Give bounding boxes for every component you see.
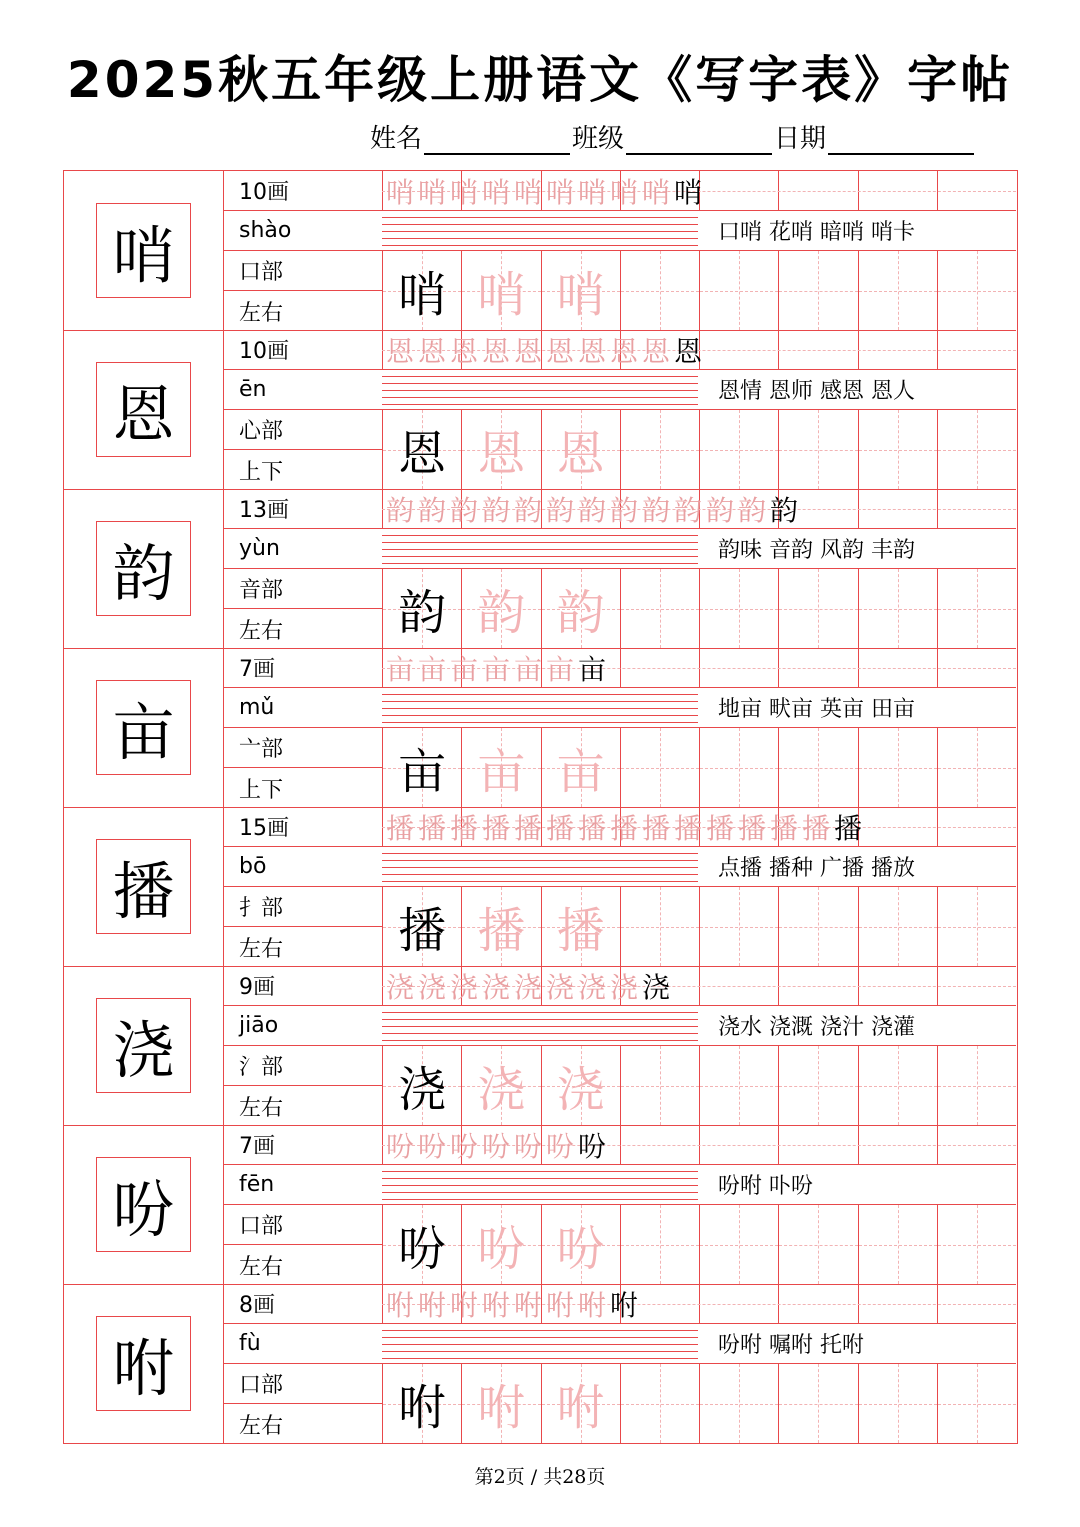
pinyin: bō: [223, 847, 382, 887]
structure: 上下: [239, 777, 284, 803]
radical: 音部: [223, 569, 382, 609]
practice-cell-blank[interactable]: [620, 887, 699, 966]
practice-cell-trace[interactable]: 哨: [461, 251, 540, 330]
practice-cell-blank[interactable]: [778, 887, 857, 966]
pinyin-writing-lines[interactable]: [382, 1165, 698, 1205]
practice-cell-blank[interactable]: [778, 728, 857, 807]
structure: 左右: [239, 300, 284, 326]
char-row: [64, 966, 1016, 1125]
practice-cell-blank[interactable]: [937, 410, 1016, 489]
model-character: 吩: [96, 1157, 191, 1252]
practice-cell-blank[interactable]: [620, 251, 699, 330]
stroke-count: 8画: [223, 1284, 382, 1324]
pinyin: ēn: [223, 370, 382, 410]
practice-cell-blank[interactable]: [778, 569, 857, 648]
word-examples: 韵味 音韵 风韵 丰韵: [698, 529, 1016, 569]
page-footer: 第2页 / 共28页: [474, 1466, 606, 1488]
structure: 左右: [239, 1095, 284, 1121]
practice-cell-trace[interactable]: 吩: [541, 1205, 620, 1284]
practice-cell-model: 播: [382, 887, 461, 966]
practice-cell-blank[interactable]: [699, 1364, 778, 1443]
practice-cell-blank[interactable]: [937, 569, 1016, 648]
model-character: 咐: [96, 1316, 191, 1411]
practice-cell-model: 吩: [382, 1205, 461, 1284]
stroke-order-sequence: 浇浇浇浇浇浇浇浇 浇: [382, 966, 1016, 1006]
practice-cell-blank[interactable]: [778, 1046, 857, 1125]
stroke-order-sequence: 吩吩吩吩吩吩 吩: [382, 1125, 1016, 1165]
char-row: [64, 1284, 1016, 1443]
practice-cell-blank[interactable]: [699, 887, 778, 966]
char-row: [64, 489, 1016, 648]
word-examples: 吩咐 嘱咐 托咐: [698, 1324, 1016, 1364]
model-character: 哨: [96, 203, 191, 298]
practice-cell-model: 亩: [382, 728, 461, 807]
pinyin: jiāo: [223, 1006, 382, 1046]
practice-cell-trace[interactable]: 咐: [461, 1364, 540, 1443]
practice-cell-blank[interactable]: [620, 1364, 699, 1443]
practice-cell-trace[interactable]: 播: [541, 887, 620, 966]
word-examples: 地亩 畎亩 英亩 田亩: [698, 688, 1016, 728]
pinyin-writing-lines[interactable]: [382, 211, 698, 251]
stroke-order-sequence: 亩亩亩亩亩亩 亩: [382, 648, 1016, 688]
practice-cell-blank[interactable]: [937, 1046, 1016, 1125]
class-label: 班级: [572, 124, 625, 154]
stroke-order-sequence: 恩恩恩恩恩恩恩恩恩 恩: [382, 330, 1016, 370]
radical: 口部: [223, 251, 382, 291]
practice-cell-blank[interactable]: [620, 410, 699, 489]
practice-cell-blank[interactable]: [778, 251, 857, 330]
stroke-count: 9画: [223, 966, 382, 1006]
practice-cell-trace[interactable]: 吩: [461, 1205, 540, 1284]
practice-cell-blank[interactable]: [858, 1205, 937, 1284]
practice-cell-blank[interactable]: [937, 887, 1016, 966]
pinyin-writing-lines[interactable]: [382, 370, 698, 410]
char-row: [64, 648, 1016, 807]
model-character: 韵: [96, 521, 191, 616]
radical: 心部: [223, 410, 382, 450]
stroke-count: 7画: [223, 1125, 382, 1165]
structure: 左右: [239, 1413, 284, 1439]
practice-cell-blank[interactable]: [778, 1205, 857, 1284]
structure: 左右: [239, 618, 284, 644]
practice-cell-blank[interactable]: [858, 410, 937, 489]
stroke-count: 15画: [223, 807, 382, 847]
practice-cell-blank[interactable]: [699, 1205, 778, 1284]
radical: 口部: [223, 1205, 382, 1245]
pinyin: mǔ: [223, 688, 382, 728]
practice-cell-blank[interactable]: [858, 1364, 937, 1443]
practice-cell-trace[interactable]: 浇: [461, 1046, 540, 1125]
practice-cell-trace[interactable]: 浇: [541, 1046, 620, 1125]
pinyin-writing-lines[interactable]: [382, 529, 698, 569]
practice-cell-model: 恩: [382, 410, 461, 489]
pinyin-writing-lines[interactable]: [382, 1006, 698, 1046]
practice-cell-model: 浇: [382, 1046, 461, 1125]
word-examples: 恩情 恩师 感恩 恩人: [698, 370, 1016, 410]
practice-cell-blank[interactable]: [620, 569, 699, 648]
word-examples: 浇水 浇溉 浇汁 浇灌: [698, 1006, 1016, 1046]
stroke-order-sequence: 韵韵韵韵韵韵韵韵韵韵韵韵 韵: [382, 489, 1016, 529]
pinyin: yùn: [223, 529, 382, 569]
student-info: [370, 118, 976, 155]
stroke-order-sequence: 哨哨哨哨哨哨哨哨哨 哨: [382, 171, 1016, 211]
char-row: [64, 807, 1016, 966]
class-blank[interactable]: [626, 127, 772, 155]
practice-cell-blank[interactable]: [858, 728, 937, 807]
practice-cell-blank[interactable]: [778, 1364, 857, 1443]
practice-cell-blank[interactable]: [699, 728, 778, 807]
model-character: 浇: [96, 998, 191, 1093]
practice-cell-blank[interactable]: [620, 1046, 699, 1125]
practice-cell-model: 咐: [382, 1364, 461, 1443]
model-character: 亩: [96, 680, 191, 775]
practice-cell-blank[interactable]: [778, 410, 857, 489]
practice-cell-trace[interactable]: 亩: [541, 728, 620, 807]
word-examples: 口哨 花哨 暗哨 哨卡: [698, 211, 1016, 251]
pinyin: fù: [223, 1324, 382, 1364]
practice-cell-trace[interactable]: 恩: [541, 410, 620, 489]
word-examples: 吩咐 卟吩: [698, 1165, 1016, 1205]
char-row: [64, 330, 1016, 489]
practice-cell-model: 韵: [382, 569, 461, 648]
model-character: 播: [96, 839, 191, 934]
char-row: [64, 171, 1016, 330]
stroke-count: 13画: [223, 489, 382, 529]
structure: 上下: [239, 459, 284, 485]
pinyin: shào: [223, 211, 382, 251]
page-title: 2025秋五年级上册语文《写字表》字帖: [66, 51, 1014, 109]
pinyin-writing-lines[interactable]: [382, 847, 698, 887]
stroke-count: 7画: [223, 648, 382, 688]
practice-cell-blank[interactable]: [937, 251, 1016, 330]
practice-cell-blank[interactable]: [620, 728, 699, 807]
practice-cell-blank[interactable]: [699, 251, 778, 330]
practice-cell-blank[interactable]: [858, 569, 937, 648]
practice-cell-model: 哨: [382, 251, 461, 330]
pinyin-writing-lines[interactable]: [382, 1324, 698, 1364]
practice-sheet: [63, 170, 1018, 1444]
practice-cell-blank[interactable]: [699, 1046, 778, 1125]
word-examples: 点播 播种 广播 播放: [698, 847, 1016, 887]
practice-cell-trace[interactable]: 咐: [541, 1364, 620, 1443]
date-label: 日期: [774, 124, 827, 154]
practice-cell-blank[interactable]: [858, 251, 937, 330]
practice-cell-blank[interactable]: [937, 1364, 1016, 1443]
stroke-count: 10画: [223, 171, 382, 211]
practice-cell-blank[interactable]: [937, 1205, 1016, 1284]
practice-cell-trace[interactable]: 播: [461, 887, 540, 966]
radical: 口部: [223, 1364, 382, 1404]
practice-cell-trace[interactable]: 韵: [541, 569, 620, 648]
pinyin: fēn: [223, 1165, 382, 1205]
practice-cell-trace[interactable]: 哨: [541, 251, 620, 330]
practice-cell-trace[interactable]: 韵: [461, 569, 540, 648]
structure: 左右: [239, 1254, 284, 1280]
practice-cell-trace[interactable]: 亩: [461, 728, 540, 807]
practice-cell-blank[interactable]: [858, 887, 937, 966]
practice-cell-blank[interactable]: [937, 728, 1016, 807]
practice-cell-blank[interactable]: [858, 1046, 937, 1125]
name-label: 姓名: [370, 124, 423, 154]
stroke-order-sequence: 咐咐咐咐咐咐咐 咐: [382, 1284, 1016, 1324]
practice-cell-blank[interactable]: [699, 569, 778, 648]
radical: 亠部: [223, 728, 382, 768]
practice-cell-trace[interactable]: 恩: [461, 410, 540, 489]
name-blank[interactable]: [424, 127, 570, 155]
structure: 左右: [239, 936, 284, 962]
practice-cell-blank[interactable]: [699, 410, 778, 489]
stroke-count: 10画: [223, 330, 382, 370]
practice-cell-blank[interactable]: [620, 1205, 699, 1284]
model-character: 恩: [96, 362, 191, 457]
date-blank[interactable]: [828, 127, 974, 155]
stroke-order-sequence: 播播播播播播播播播播播播播播 播: [382, 807, 1016, 847]
radical: 氵部: [223, 1046, 382, 1086]
radical: 扌部: [223, 887, 382, 927]
char-row: [64, 1125, 1016, 1284]
pinyin-writing-lines[interactable]: [382, 688, 698, 728]
